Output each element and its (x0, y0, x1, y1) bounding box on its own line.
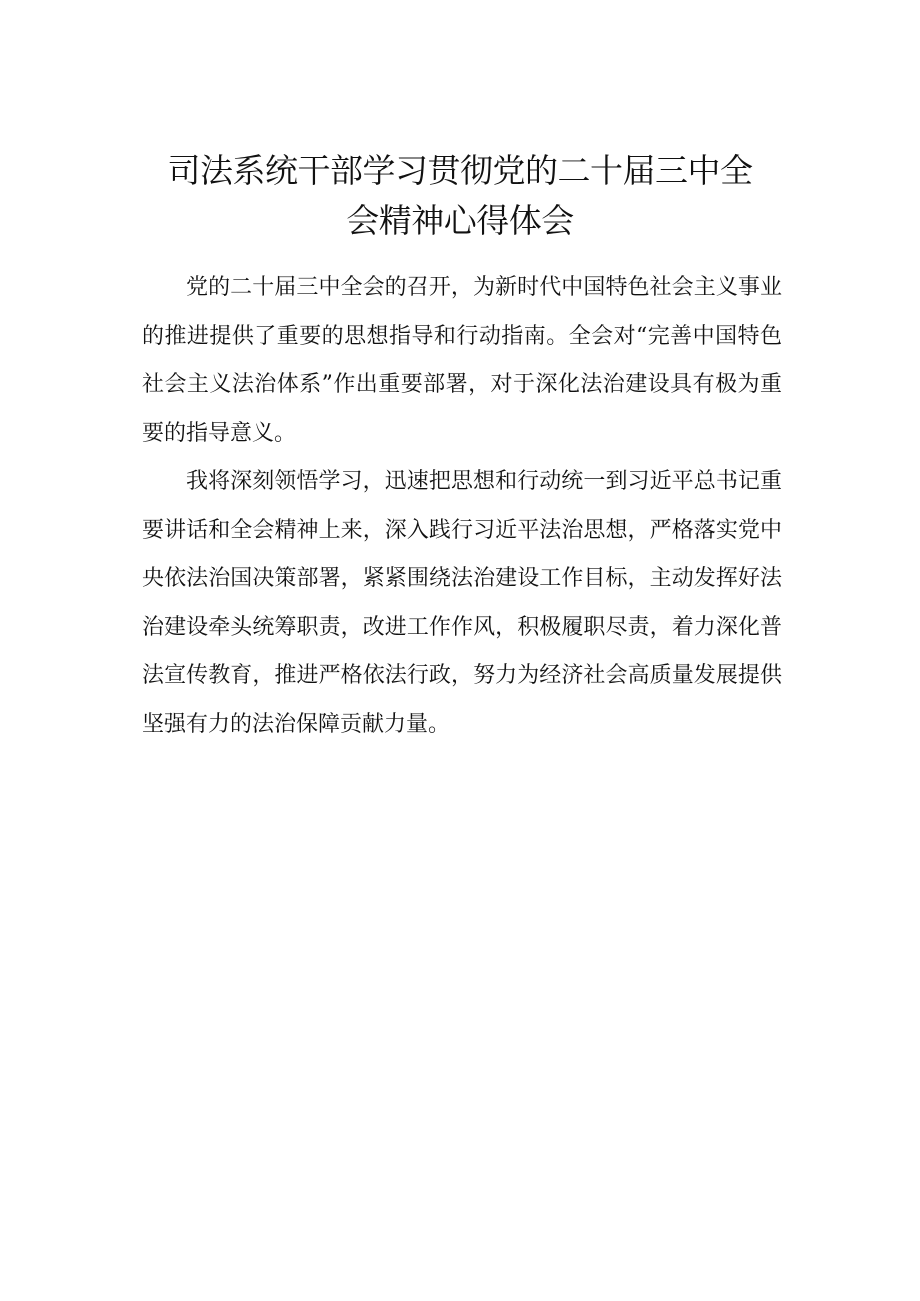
paragraph-2: 我将深刻领悟学习，迅速把思想和行动统一到习近平总书记重要讲话和全会精神上来，深入践行习近平法治思想，严格落实党中央依法治国决策部署，紧紧围绕法治建设工作目标，主动发挥好法治建设牵头统筹职责，改进工作作风，积极履职尽责，着力深化普法宣传教育，推进严格依法行政，努力为经济社会高质量发展提供坚强有力的法治保障贡献力量。 (142, 469, 782, 737)
title-line-2: 会精神心得体会 (346, 201, 574, 240)
document-title (120, 146, 800, 246)
title-line-1: 司法系统干部学习贯彻党的二十届三中全 (167, 151, 753, 190)
paragraph-1: 党的二十届三中全会的召开，为新时代中国特色社会主义事业的推进提供了重要的思想指导和行动指南。全会对“完善中国特色社会主义法治体系”作出重要部署，对于深化法治建设具有极为重要的指导意义。 (142, 275, 782, 446)
document-body (142, 264, 782, 749)
